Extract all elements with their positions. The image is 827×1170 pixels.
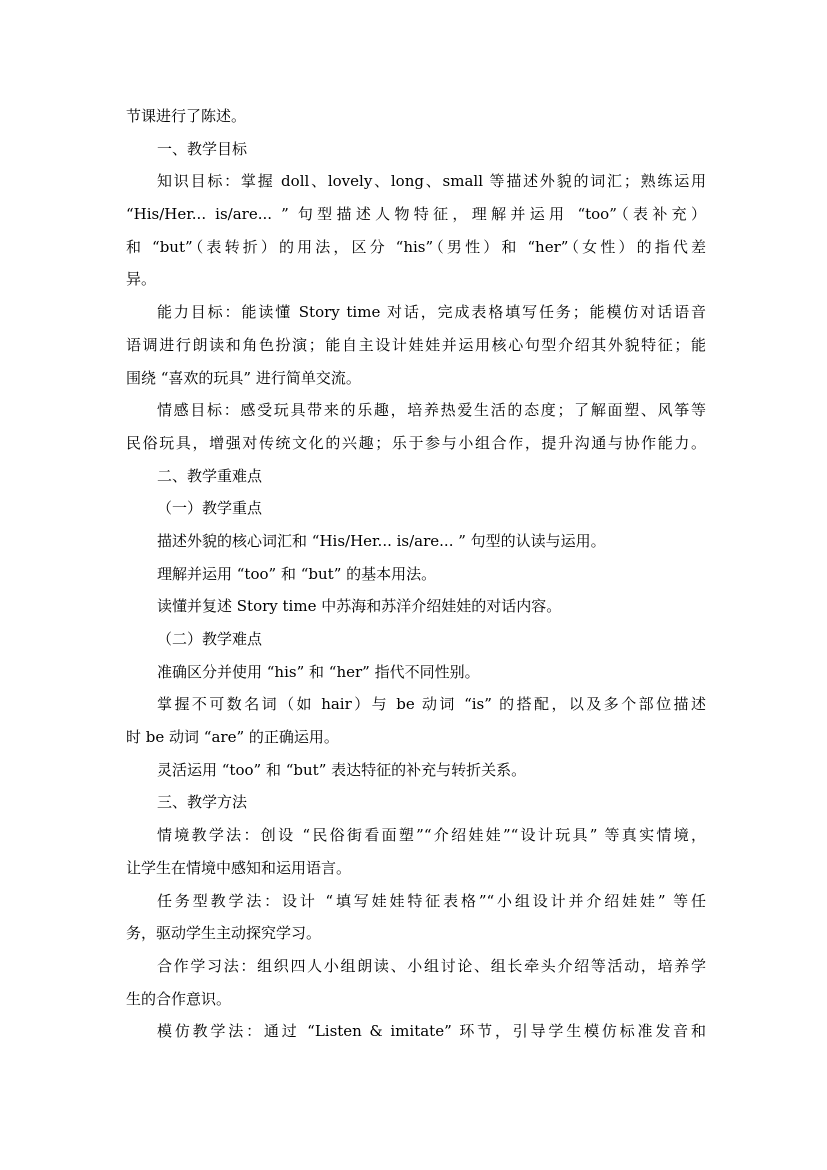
text-line: （一）教学重点 — [157, 499, 263, 518]
text-line: 理解并运用 “too” 和 “but” 的基本用法。 — [157, 564, 437, 583]
text-line: （二）教学难点 — [157, 630, 263, 648]
text-line: 二、教学重难点 — [157, 466, 263, 485]
text-line: 生的合作意识。 — [126, 989, 232, 1008]
text-line: 情感目标：感受玩具带来的乐趣，培养热爱生活的态度；了解面塑、风筝等 — [157, 401, 706, 420]
text-line: “His/Her... is/are... ” 句型描述人物特征，理解并运用 “too”（表补充） — [126, 205, 706, 224]
text-line: 语调进行朗读和角色扮演；能自主设计娃娃并运用核心句型介绍其外貌特征；能 — [126, 335, 706, 354]
text-line: 节课进行了陈述。 — [126, 107, 247, 125]
text-line: 和 “but”（表转折）的用法，区分 “his”（男性）和 “her”（女性）的指代差 — [126, 237, 706, 256]
text-line: 合作学习法：组织四人小组朗读、小组讨论、组长牵头介绍等活动，培养学 — [157, 956, 706, 975]
text-line: 能力目标：能读懂 Story time 对话，完成表格填写任务；能模仿对话语音 — [157, 303, 706, 322]
text-line: 民俗玩具，增强对传统文化的兴趣；乐于参与小组合作，提升沟通与协作能力。 — [126, 433, 706, 452]
text-line: 知识目标：掌握 doll、lovely、long、small 等描述外貌的词汇；熟练运用 — [157, 172, 706, 191]
text-line: 读懂并复述 Story time 中苏海和苏洋介绍娃娃的对话内容。 — [157, 597, 562, 616]
text-line: 三、教学方法 — [157, 793, 248, 812]
text-line: 一、教学目标 — [157, 139, 248, 158]
text-line: 时 be 动词 “are” 的正确运用。 — [126, 728, 339, 747]
document-body — [126, 100, 706, 1048]
text-line: 准确区分并使用 “his” 和 “her” 指代不同性别。 — [157, 662, 480, 681]
text-line: 围绕 “喜欢的玩具” 进行简单交流。 — [126, 368, 361, 387]
text-line: 异。 — [126, 270, 157, 289]
text-line: 让学生在情境中感知和运用语言。 — [126, 858, 352, 877]
text-line: 务，驱动学生主动探究学习。 — [126, 924, 322, 943]
text-line: 任务型教学法：设计 “填写娃娃特征表格”“小组设计并介绍娃娃” 等任 — [157, 891, 706, 910]
text-line: 掌握不可数名词（如 hair）与 be 动词 “is” 的搭配，以及多个部位描述 — [157, 695, 706, 714]
text-line: 模仿教学法：通过 “Listen & imitate” 环节，引导学生模仿标准发音和 — [157, 1022, 706, 1041]
text-line: 灵活运用 “too” 和 “but” 表达特征的补充与转折关系。 — [157, 760, 527, 779]
text-line: 描述外貌的核心词汇和 “His/Her... is/are... ” 句型的认读与运用。 — [157, 531, 606, 550]
text-line: 情境教学法：创设 “民俗街看面塑”“介绍娃娃”“设计玩具” 等真实情境， — [157, 826, 706, 845]
